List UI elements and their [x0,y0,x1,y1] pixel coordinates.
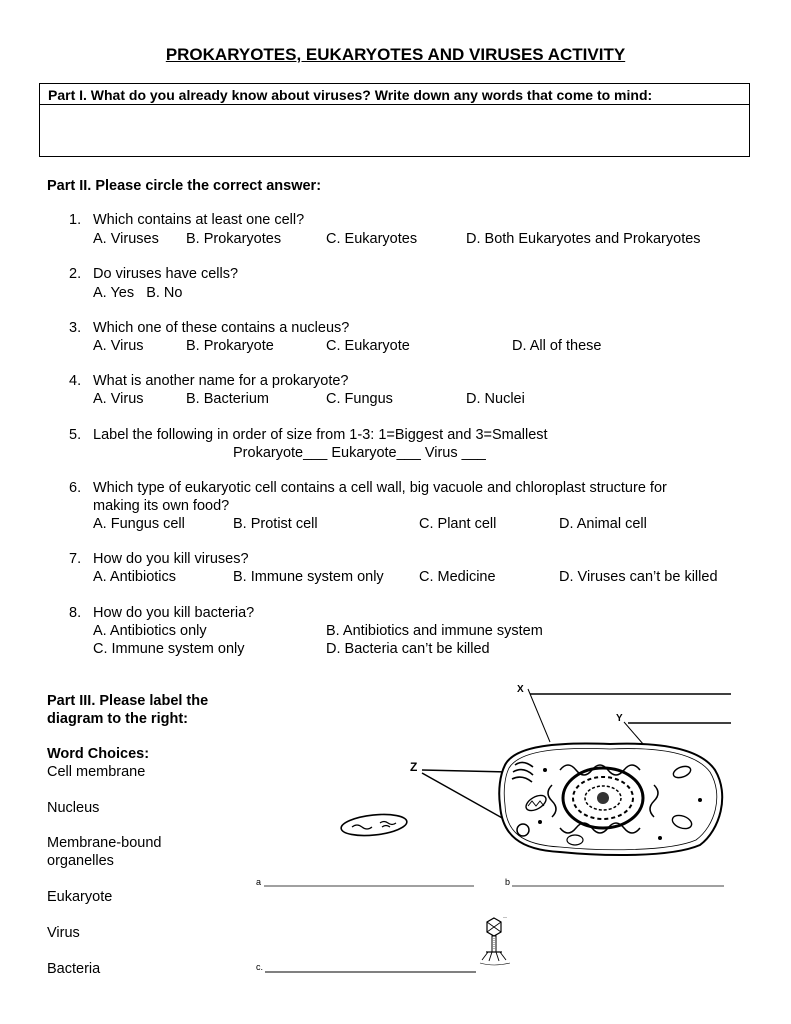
q2-options[interactable]: A. Yes B. No [93,285,183,301]
q4-option-d[interactable]: D. Nuclei [466,391,525,407]
diagram-label-a: a [256,877,262,887]
word-choice-membrane-bound: Membrane-bound [47,835,162,851]
q3-option-d[interactable]: D. All of these [512,338,602,354]
q4-question: What is another name for a prokaryote? [93,373,349,389]
cell-diagram [240,676,740,986]
q6-question: Which type of eukaryotic cell contains a cell wall, big vacuole and chloroplast structure for [93,480,667,496]
q7-number: 7. [69,551,82,567]
part3-heading-line1: Part III. Please label the [47,693,209,709]
q5-question: Label the following in order of size from 1-3: 1=Biggest and 3=Smallest [93,427,548,443]
q6-option-b[interactable]: B. Protist cell [233,516,318,532]
virus [480,914,510,965]
q5-number: 5. [69,427,82,443]
pointer-x [528,689,550,742]
q8-number: 8. [69,605,82,621]
part1-answer-box[interactable] [39,83,750,157]
bacterium-shape [340,812,408,839]
q1-question: Which contains at least one cell? [93,212,305,228]
q6-option-d[interactable]: D. Animal cell [559,516,647,532]
q1-option-b[interactable]: B. Prokaryotes [186,231,282,247]
q3-option-c[interactable]: C. Eukaryote [326,338,410,354]
q2-number: 2. [69,266,82,282]
q3-option-a[interactable]: A. Virus [93,338,144,354]
word-choice-cell-membrane: Cell membrane [47,764,146,780]
q4-option-b[interactable]: B. Bacterium [186,391,269,407]
word-choice-organelles: organelles [47,853,114,869]
q7-option-a[interactable]: A. Antibiotics [93,569,177,585]
q6-question-cont: making its own food? [93,498,230,514]
diagram-label-b: b [505,877,511,887]
q6-option-a[interactable]: A. Fungus cell [93,516,185,532]
word-choice-nucleus: Nucleus [47,800,100,816]
nucleolus-shape [597,792,609,804]
diagram-label-x: X [517,684,524,695]
diagram-label-y: Y [616,713,623,724]
q1-option-c[interactable]: C. Eukaryotes [326,231,418,247]
diagram-label-c: c. [256,962,264,972]
q7-option-c[interactable]: C. Medicine [419,569,496,585]
q1-option-d[interactable]: D. Both Eukaryotes and Prokaryotes [466,231,701,247]
word-choices-label: Word Choices: [47,746,150,762]
part1-heading: Part I. What do you already know about viruses? Write down any words that come to mind: [40,84,749,105]
q1-number: 1. [69,212,82,228]
eukaryotic-cell [499,743,722,855]
q3-number: 3. [69,320,82,336]
q6-number: 6. [69,480,82,496]
page-title: PROKARYOTES, EUKARYOTES AND VIRUSES ACTIVITY [165,45,626,64]
q3-option-b[interactable]: B. Prokaryote [186,338,274,354]
bacterium [340,812,408,839]
diagram-label-z: Z [410,760,418,774]
q4-option-c[interactable]: C. Fungus [326,391,393,407]
svg-text:—: — [503,914,507,919]
q6-option-c[interactable]: C. Plant cell [419,516,497,532]
q4-number: 4. [69,373,82,389]
q8-option-d[interactable]: D. Bacteria can’t be killed [326,641,490,657]
q7-option-b[interactable]: B. Immune system only [233,569,384,585]
q8-option-c[interactable]: C. Immune system only [93,641,245,657]
q8-question: How do you kill bacteria? [93,605,255,621]
word-choice-eukaryote: Eukaryote [47,889,113,905]
part2-heading: Part II. Please circle the correct answer: [47,178,322,194]
word-choice-bacteria: Bacteria [47,961,101,977]
q5-blanks[interactable]: Prokaryote___ Eukaryote___ Virus ___ [233,445,486,461]
q8-option-b[interactable]: B. Antibiotics and immune system [326,623,543,639]
q7-option-d[interactable]: D. Viruses can’t be killed [559,569,718,585]
q1-option-a[interactable]: A. Viruses [93,231,159,247]
word-choice-virus: Virus [47,925,80,941]
q2-question: Do viruses have cells? [93,266,239,282]
q8-option-a[interactable]: A. Antibiotics only [93,623,207,639]
arrow-z-1 [422,770,510,772]
virus-tail-fibers [482,952,506,961]
q3-question: Which one of these contains a nucleus? [93,320,350,336]
q4-option-a[interactable]: A. Virus [93,391,144,407]
q7-question: How do you kill viruses? [93,551,249,567]
part3-heading-line2: diagram to the right: [47,711,188,727]
